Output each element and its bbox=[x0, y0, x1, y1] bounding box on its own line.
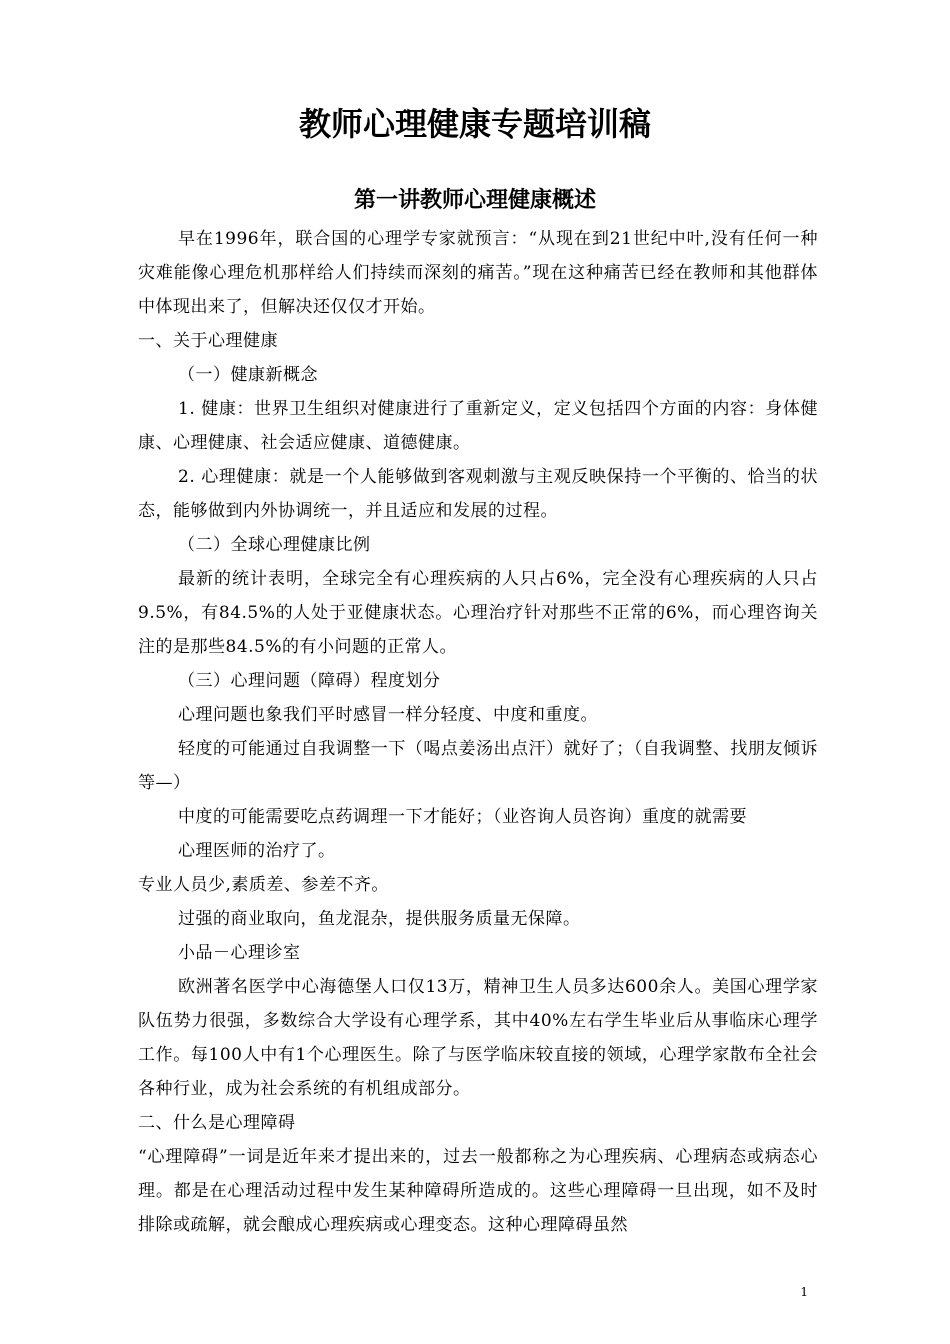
paragraph-commercial: 过强的商业取向，鱼龙混杂，提供服务质量无保障。 bbox=[178, 909, 581, 929]
subsection-heading-1: （一）健康新概念 bbox=[178, 365, 318, 385]
subsection-heading-3: （三）心理问题（障碍）程度划分 bbox=[178, 671, 441, 691]
paragraph-intro: 早在1996年，联合国的心理学专家就预言：“从现在到21世纪中叶,没有任何一种灾难能像心理危机那样给人们持续而深刻的痛苦。”现在这种痛苦已经在教师和其他群体中体现出来了，但解决还仅仅才开始。 bbox=[138, 229, 818, 317]
section-heading-2: 二、什么是心理障碍 bbox=[138, 1113, 296, 1133]
document-title: 教师心理健康专题培训稿 bbox=[298, 105, 651, 143]
section-heading-1: 一、关于心理健康 bbox=[138, 331, 278, 351]
paragraph-mild: 轻度的可能通过自我调整一下（喝点姜汤出点汗）就好了；（自我调整、找朋友倾诉等—） bbox=[138, 739, 818, 793]
paragraph-severity-intro: 心理问题也象我们平时感冒一样分轻度、中度和重度。 bbox=[178, 705, 598, 725]
paragraph-europe-usa: 欧洲著名医学中心海德堡人口仅13万，精神卫生人员多达600余人。美国心理学家队伍势力很强，多数综合大学设有心理学系，其中40%左右学生毕业后从事临床心理学工作。每100人中有1个心理医生。除了与医学临床较直接的领域，心理学家散布全社会各种行业，成为社会系统的有机组成部分。 bbox=[138, 977, 818, 1099]
subsection-heading-2: （二）全球心理健康比例 bbox=[178, 535, 371, 555]
paragraph-statistics: 最新的统计表明，全球完全有心理疾病的人只占6%，完全没有心理疾病的人只占9.5%，有84.5%的人处于亚健康状态。心理治疗针对那些不正常的6%，而心理咨询关注的是那些84.5%的有小问题的正常人。 bbox=[138, 569, 818, 657]
paragraph-moderate: 中度的可能需要吃点药调理一下才能好；（业咨询人员咨询）重度的就需要 bbox=[178, 807, 747, 827]
paragraph-severe: 心理医师的治疗了。 bbox=[178, 841, 336, 861]
paragraph-staff-shortage: 专业人员少,素质差、参差不齐。 bbox=[138, 875, 389, 895]
page-number: 1 bbox=[800, 1285, 808, 1299]
lecture-heading: 第一讲教师心理健康概述 bbox=[353, 188, 596, 213]
document-body bbox=[138, 222, 818, 1242]
paragraph-disorder-definition: “心理障碍”一词是近年来才提出来的，过去一般都称之为心理疾病、心理病态或病态心理。都是在心理活动过程中发生某种障碍所造成的。这些心理障碍一旦出现，如不及时排除或疏解，就会酿成心理疾病或心理变态。这种心理障碍虽然 bbox=[138, 1147, 818, 1235]
paragraph-sketch-title: 小品－心理诊室 bbox=[178, 943, 301, 963]
paragraph-mental-health-definition: 2. 心理健康：就是一个人能够做到客观刺激与主观反映保持一个平衡的、恰当的状态，能够做到内外协调统一，并且适应和发展的过程。 bbox=[138, 467, 818, 521]
paragraph-health-definition: 1. 健康：世界卫生组织对健康进行了重新定义，定义包括四个方面的内容：身体健康、心理健康、社会适应健康、道德健康。 bbox=[138, 399, 818, 453]
